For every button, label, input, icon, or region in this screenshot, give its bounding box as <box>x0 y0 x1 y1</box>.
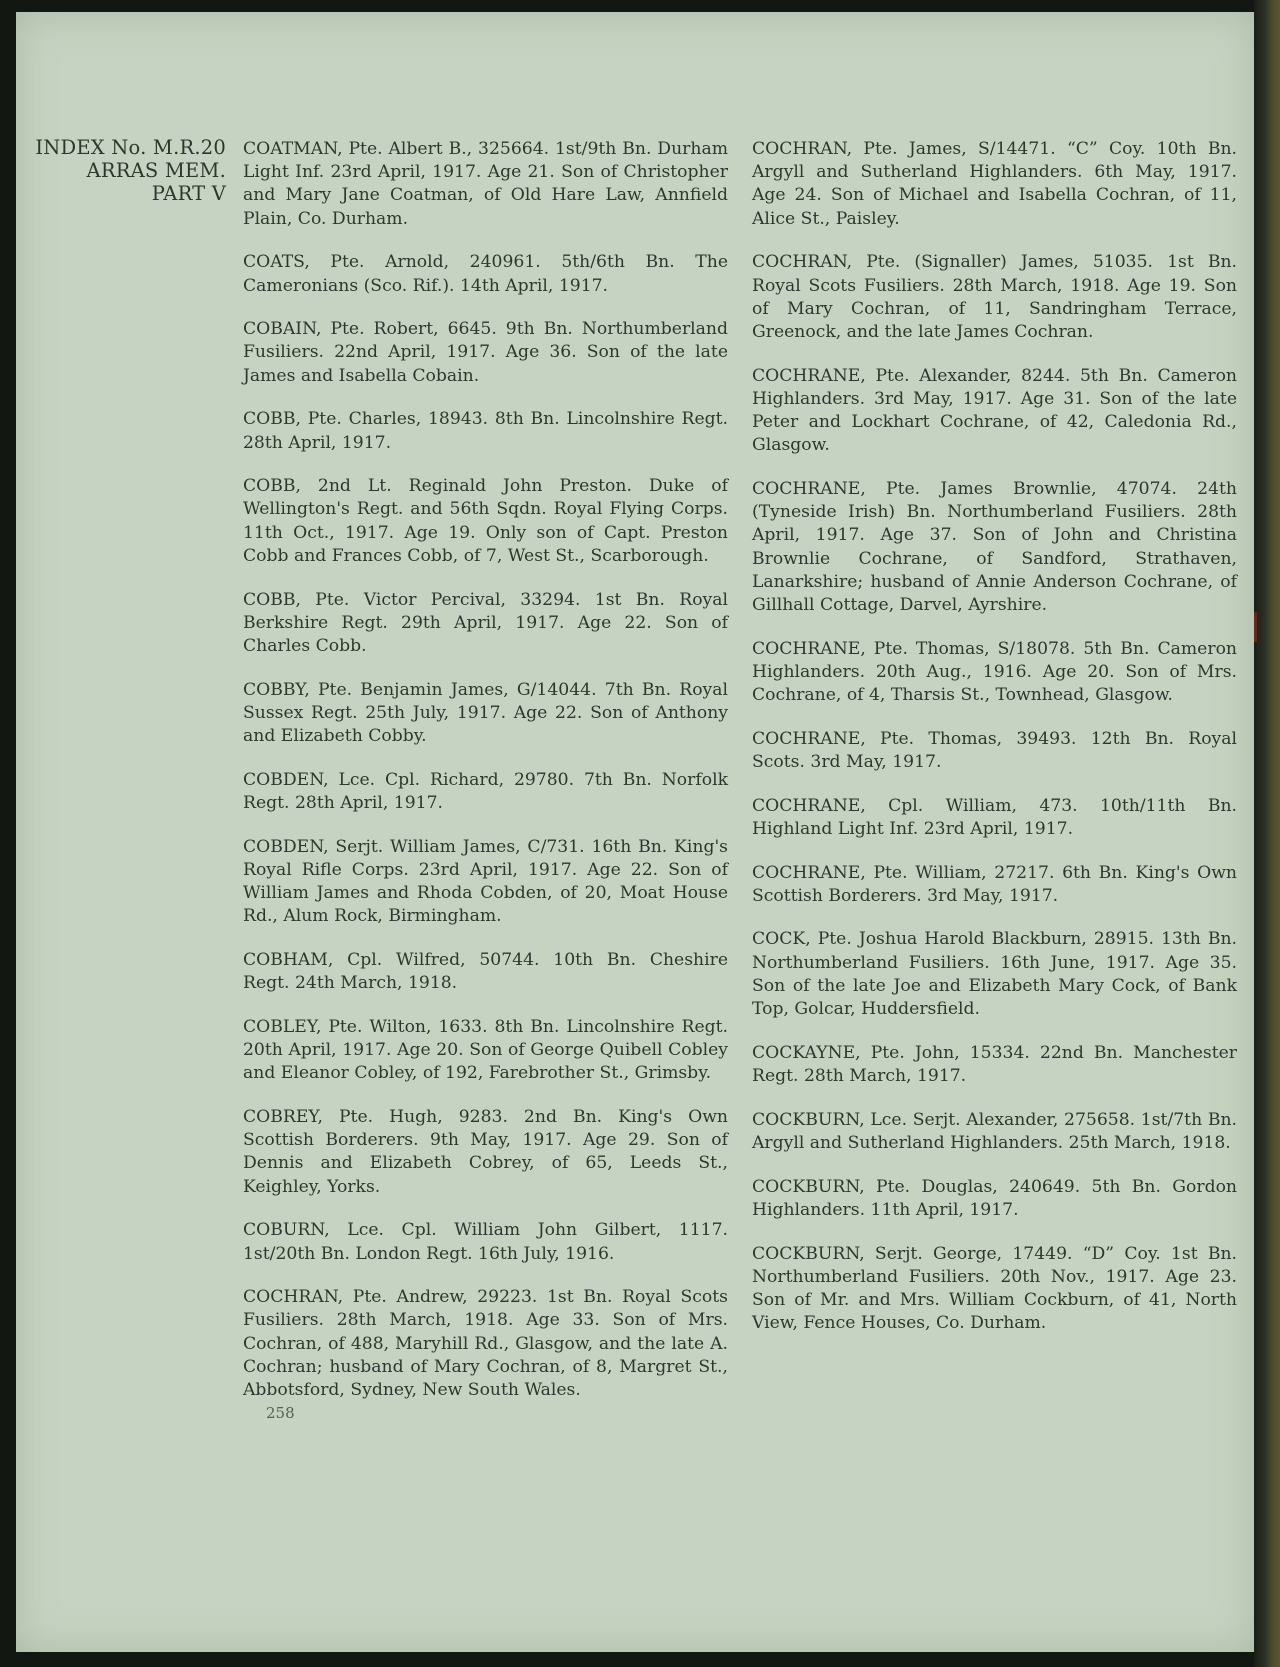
entry: COCHRANE, Pte. James Brownlie, 47074. 24th (Tyneside Irish) Bn. Northumberland Fusiliers. 28th April, 1917. Age 37. Son of John and Christina Brownlie Cochrane, of Sandford, Strathaven, Lanarkshire; husband of Annie Anderson Cochrane, of Gillhall Cottage, Darvel, Ayrshire. <box>752 478 1237 615</box>
entry: COCK, Pte. Joshua Harold Blackburn, 28915. 13th Bn. Northumberland Fusiliers. 16th June, 1917. Age 35. Son of the late Joe and Elizabeth Mary Cock, of Bank Top, Golcar, Huddersfield. <box>752 929 1237 1020</box>
entry: COCKBURN, Lce. Serjt. Alexander, 275658. 1st/7th Bn. Argyll and Sutherland Highlanders. 25th March, 1918. <box>752 1109 1237 1153</box>
entry: COBB, 2nd Lt. Reginald John Preston. Duke of Wellington's Regt. and 56th Sqdn. Royal Flying Corps. 11th Oct., 1917. Age 19. Only son of Capt. Preston Cobb and Frances Cobb, of 7, West St., Scarborough. <box>243 476 728 566</box>
entry: COCHRANE, Cpl. William, 473. 10th/11th Bn. Highland Light Inf. 23rd April, 1917. <box>752 795 1237 839</box>
entry: COCHRAN, Pte. James, S/14471. “C” Coy. 10th Bn. Argyll and Sutherland Highlanders. 6th May, 1917. Age 24. Son of Michael and Isabella Cochran, of 11, Alice St., Paisley. <box>752 139 1237 229</box>
memorial-name: ARRAS MEM. <box>86 159 226 182</box>
page-edge <box>1254 0 1280 1667</box>
right-column <box>752 138 1237 1356</box>
entry: COCHRANE, Pte. Alexander, 8244. 5th Bn. Cameron Highlanders. 3rd May, 1917. Age 31. Son of the late Peter and Lockhart Cochrane, of 42, Caledonia Rd., Glasgow. <box>752 365 1237 456</box>
entry: COCHRAN, Pte. (Signaller) James, 51035. 1st Bn. Royal Scots Fusiliers. 28th March, 1918. Age 19. Son of Mary Cochran, of 11, Sandringham Terrace, Greenock, and the late James Cochran. <box>752 252 1237 342</box>
part-label: PART V <box>151 182 226 205</box>
entry: COBDEN, Lce. Cpl. Richard, 29780. 7th Bn. Norfolk Regt. 28th April, 1917. <box>243 769 728 813</box>
entry: COCKBURN, Pte. Douglas, 240649. 5th Bn. Gordon Highlanders. 11th April, 1917. <box>752 1176 1237 1220</box>
entry: COCHRANE, Pte. Thomas, 39493. 12th Bn. Royal Scots. 3rd May, 1917. <box>752 728 1237 772</box>
entry: COCHRANE, Pte. Thomas, S/18078. 5th Bn. Cameron Highlanders. 20th Aug., 1916. Age 20. Son of Mrs. Cochrane, of 4, Tharsis St., Townhead, Glasgow. <box>752 638 1237 706</box>
entry: COCHRAN, Pte. Andrew, 29223. 1st Bn. Royal Scots Fusiliers. 28th March, 1918. Age 33. Son of Mrs. Cochran, of 488, Maryhill Rd., Glasgow, and the late A. Cochran; husband of Mary Cochran, of 8, Margret St., Abbotsford, Sydney, New South Wales. <box>243 1287 728 1401</box>
edge-mark <box>1254 612 1269 642</box>
index-number: INDEX No. M.R.20 <box>35 136 226 159</box>
entry: COBHAM, Cpl. Wilfred, 50744. 10th Bn. Cheshire Regt. 24th March, 1918. <box>243 949 728 994</box>
entry: COBDEN, Serjt. William James, C/731. 16th Bn. King's Royal Rifle Corps. 23rd April, 1917. Age 22. Son of William James and Rhoda Cobden, of 20, Moat House Rd., Alum Rock, Birmingham. <box>243 836 728 927</box>
index-header <box>8 136 226 205</box>
entry: COBURN, Lce. Cpl. William John Gilbert, 1117. 1st/20th Bn. London Regt. 16th July, 1916. <box>243 1220 728 1264</box>
entry: COCKBURN, Serjt. George, 17449. “D” Coy. 1st Bn. Northumberland Fusiliers. 20th Nov., 1917. Age 23. Son of Mr. and Mrs. William Cockburn, of 41, North View, Fence Houses, Co. Durham. <box>752 1243 1237 1334</box>
entry: COATS, Pte. Arnold, 240961. 5th/6th Bn. The Cameronians (Sco. Rif.). 14th April, 1917. <box>243 252 728 296</box>
entry: COBB, Pte. Victor Percival, 33294. 1st Bn. Royal Berkshire Regt. 29th April, 1917. Age 22. Son of Charles Cobb. <box>243 589 728 656</box>
entry: COATMAN, Pte. Albert B., 325664. 1st/9th Bn. Durham Light Inf. 23rd April, 1917. Age 21. Son of Christopher and Mary Jane Coatman, of Old Hare Law, Annfield Plain, Co. Durham. <box>243 139 728 229</box>
entry: COBBY, Pte. Benjamin James, G/14044. 7th Bn. Royal Sussex Regt. 25th July, 1917. Age 22. Son of Anthony and Elizabeth Cobby. <box>243 679 728 747</box>
page-number: 258 <box>266 1404 295 1422</box>
entry: COBB, Pte. Charles, 18943. 8th Bn. Lincolnshire Regt. 28th April, 1917. <box>243 409 728 453</box>
entry: COCKAYNE, Pte. John, 15334. 22nd Bn. Manchester Regt. 28th March, 1917. <box>752 1042 1237 1086</box>
entry: COCHRANE, Pte. William, 27217. 6th Bn. King's Own Scottish Borderers. 3rd May, 1917. <box>752 862 1237 906</box>
entry: COBAIN, Pte. Robert, 6645. 9th Bn. Northumberland Fusiliers. 22nd April, 1917. Age 36. Son of the late James and Isabella Cobain. <box>243 319 728 386</box>
left-column <box>243 138 728 1423</box>
entry: COBREY, Pte. Hugh, 9283. 2nd Bn. King's Own Scottish Borderers. 9th May, 1917. Age 29. Son of Dennis and Elizabeth Cobrey, of 65, Leeds St., Keighley, Yorks. <box>243 1107 728 1197</box>
entry: COBLEY, Pte. Wilton, 1633. 8th Bn. Lincolnshire Regt. 20th April, 1917. Age 20. Son of George Quibell Cobley and Eleanor Cobley, of 192, Farebrother St., Grimsby. <box>243 1016 728 1084</box>
